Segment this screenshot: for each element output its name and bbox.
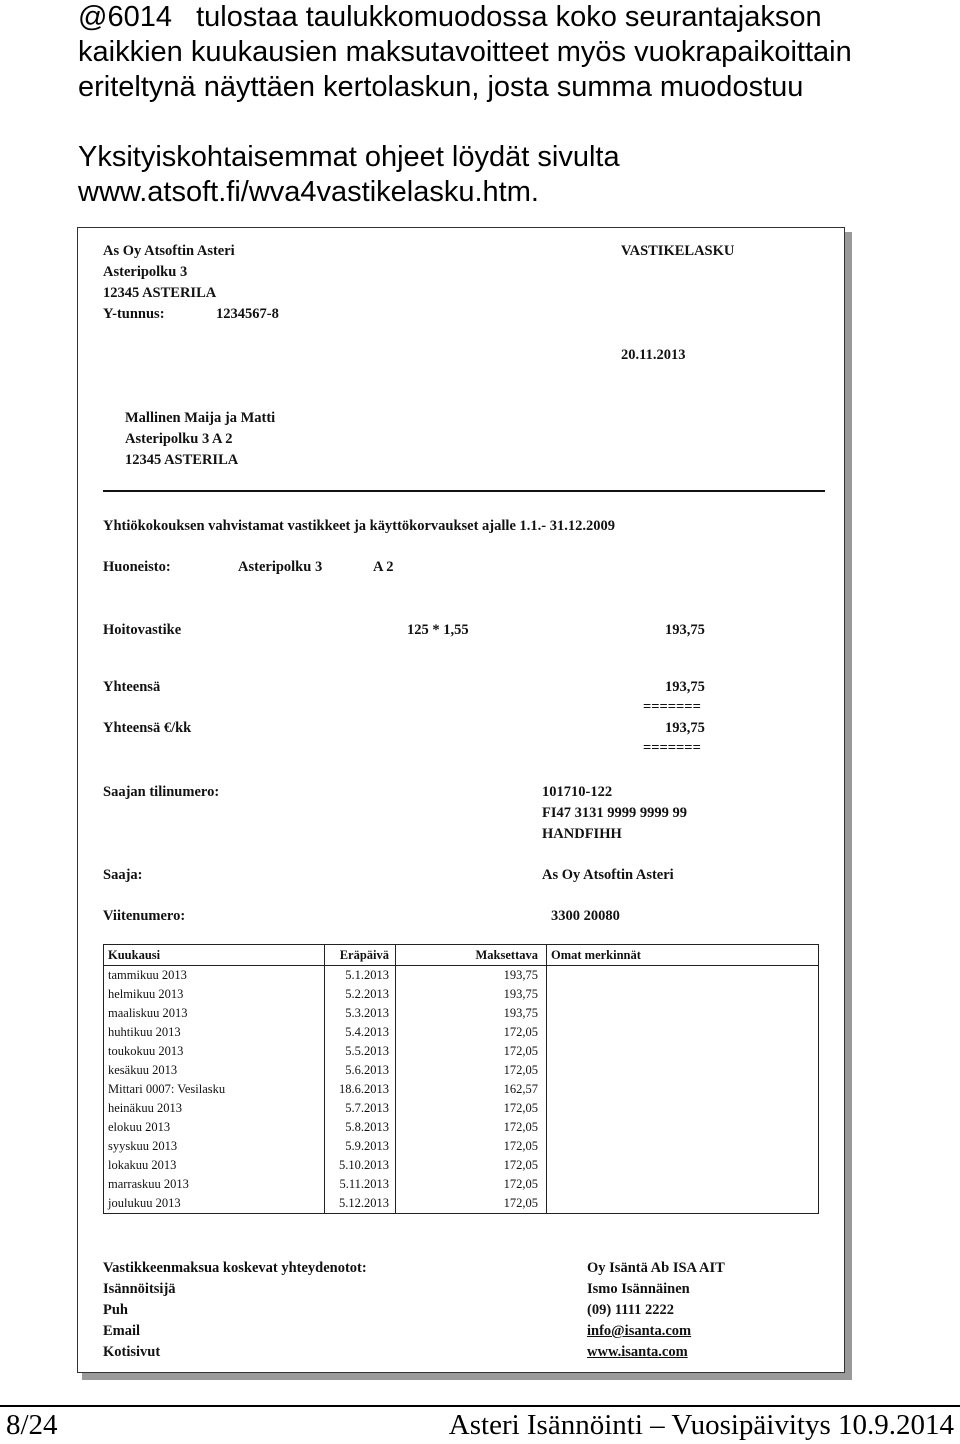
table-row [104,1042,819,1061]
table-cell: kesäkuu 2013 [104,1061,325,1080]
table-cell [547,1061,819,1080]
email-label: Email [103,1323,141,1339]
table-cell: 172,05 [396,1156,547,1175]
table-cell [547,1042,819,1061]
reference-label: Viitenumero: [103,908,186,924]
apartment-unit: A 2 [373,559,394,575]
table-cell: marraskuu 2013 [104,1175,325,1194]
table-cell [547,1137,819,1156]
page-number: 8/24 [6,1409,58,1441]
table-cell [547,1080,819,1099]
table-cell: 5.3.2013 [325,1004,396,1023]
divider [103,490,825,492]
table-cell: 193,75 [396,1004,547,1023]
email-link[interactable]: info@isanta.com [587,1323,692,1339]
table-row [104,1156,819,1175]
website-label: Kotisivut [103,1344,161,1360]
contacts-heading: Vastikkeenmaksua koskevat yhteydenotot: [103,1260,367,1276]
footer-title: Asteri Isännöinti – Vuosipäivitys 10.9.2014 [448,1409,954,1441]
table-cell: 193,75 [396,966,547,986]
payment-schedule-table [103,944,819,1214]
intro-url: www.atsoft.fi/wva4vastikelasku.htm. [78,176,539,208]
table-row [104,1099,819,1118]
reference-value: 3300 20080 [551,908,620,924]
apartment-street: Asteripolku 3 [238,559,323,575]
table-body [104,966,819,1214]
table-cell: elokuu 2013 [104,1118,325,1137]
recipient-postal: 12345 ASTERILA [125,452,239,468]
payee-label: Saaja: [103,867,143,883]
total-label: Yhteensä [103,679,161,695]
table-cell [547,1194,819,1214]
company-street: Asteripolku 3 [103,264,188,280]
table-cell: 5.2.2013 [325,985,396,1004]
table-cell: 5.7.2013 [325,1099,396,1118]
table-cell: 172,05 [396,1061,547,1080]
table-cell: 162,57 [396,1080,547,1099]
table-cell: 5.6.2013 [325,1061,396,1080]
table-cell [547,1023,819,1042]
table-cell: 5.1.2013 [325,966,396,986]
table-cell [547,1175,819,1194]
table-cell: 18.6.2013 [325,1080,396,1099]
table-row [104,1004,819,1023]
table-cell: 172,05 [396,1194,547,1214]
account-iban: FI47 3131 9999 9999 99 [542,805,687,821]
company-postal: 12345 ASTERILA [103,285,217,301]
table-cell: 172,05 [396,1137,547,1156]
table-cell [547,1099,819,1118]
table-cell: lokakuu 2013 [104,1156,325,1175]
table-cell: 5.12.2013 [325,1194,396,1214]
period-heading: Yhtiökokouksen vahvistamat vastikkeet ja käyttökorvaukset ajalle 1.1.- 31.12.2009 [103,518,615,534]
table-cell: heinäkuu 2013 [104,1099,325,1118]
table-cell: 172,05 [396,1118,547,1137]
table-cell: 5.4.2013 [325,1023,396,1042]
table-cell: 5.11.2013 [325,1175,396,1194]
table-cell [547,1156,819,1175]
table-cell: toukokuu 2013 [104,1042,325,1061]
column-header: Omat merkinnät [547,945,819,966]
phone-value: (09) 1111 2222 [587,1302,675,1318]
total-month-rule: ======= [643,740,701,756]
company-name: As Oy Atsoftin Asteri [103,243,235,259]
apartment-label: Huoneisto: [103,559,171,575]
table-row [104,1175,819,1194]
table-cell: 5.8.2013 [325,1118,396,1137]
phone-label: Puh [103,1302,128,1318]
account-bic: HANDFIHH [542,826,622,842]
recipient-name: Mallinen Maija ja Matti [125,410,276,426]
account-label: Saajan tilinumero: [103,784,220,800]
recipient-street: Asteripolku 3 A 2 [125,431,233,447]
intro-instructions [78,140,958,210]
table-cell: 172,05 [396,1175,547,1194]
contacts-company: Oy Isäntä Ab ISA AIT [587,1260,725,1276]
table-cell [547,985,819,1004]
intro-line: kaikkien kuukausien maksutavoitteet myös vuokrapaikoittain [78,36,852,68]
footer-divider [0,1405,960,1407]
table-cell: 5.10.2013 [325,1156,396,1175]
table-cell: 193,75 [396,985,547,1004]
table-row [104,1023,819,1042]
fee-amount: 193,75 [665,622,705,638]
table-cell [547,966,819,986]
table-row [104,1080,819,1099]
intro-paragraph [78,0,958,105]
website-link[interactable]: www.isanta.com [587,1344,688,1360]
intro-line: @6014 tulostaa taulukkomuodossa koko seurantajakson [78,1,822,33]
table-cell [547,1004,819,1023]
table-row [104,1118,819,1137]
column-header: Maksettava [396,945,547,966]
intro-line: eriteltynä näyttäen kertolaskun, josta summa muodostuu [78,71,804,103]
table-cell [547,1118,819,1137]
total-month-label: Yhteensä €/kk [103,720,192,736]
table-cell: helmikuu 2013 [104,985,325,1004]
table-row [104,1194,819,1214]
ytunnus-label: Y-tunnus: [103,306,165,322]
table-header-row [104,945,819,966]
table-cell: 172,05 [396,1042,547,1061]
total-month-amount: 193,75 [665,720,705,736]
manager-value: Ismo Isännäinen [587,1281,690,1297]
manager-label: Isännöitsijä [103,1281,176,1297]
intro-text [78,0,958,210]
table-cell: 5.5.2013 [325,1042,396,1061]
total-amount: 193,75 [665,679,705,695]
table-row [104,985,819,1004]
invoice-document [77,227,845,1373]
invoice-date: 20.11.2013 [621,347,686,363]
ytunnus-value: 1234567-8 [216,306,279,322]
table-row [104,966,819,986]
document-title: VASTIKELASKU [621,243,735,259]
table-cell: 172,05 [396,1099,547,1118]
table-cell: tammikuu 2013 [104,966,325,986]
account-number: 101710-122 [542,784,613,800]
table-cell: syyskuu 2013 [104,1137,325,1156]
column-header: Kuukausi [104,945,325,966]
table-cell: huhtikuu 2013 [104,1023,325,1042]
table-cell: 172,05 [396,1023,547,1042]
column-header: Eräpäivä [325,945,396,966]
table-cell: Mittari 0007: Vesilasku [104,1080,325,1099]
intro-line: Yksityiskohtaisemmat ohjeet löydät sivulta [78,141,620,173]
table-cell: joulukuu 2013 [104,1194,325,1214]
fee-formula: 125 * 1,55 [407,622,469,638]
table-cell: maaliskuu 2013 [104,1004,325,1023]
table-cell: 5.9.2013 [325,1137,396,1156]
table-row [104,1137,819,1156]
fee-label: Hoitovastike [103,622,182,638]
table-row [104,1061,819,1080]
total-rule: ======= [643,699,701,715]
payee-value: As Oy Atsoftin Asteri [542,867,674,883]
